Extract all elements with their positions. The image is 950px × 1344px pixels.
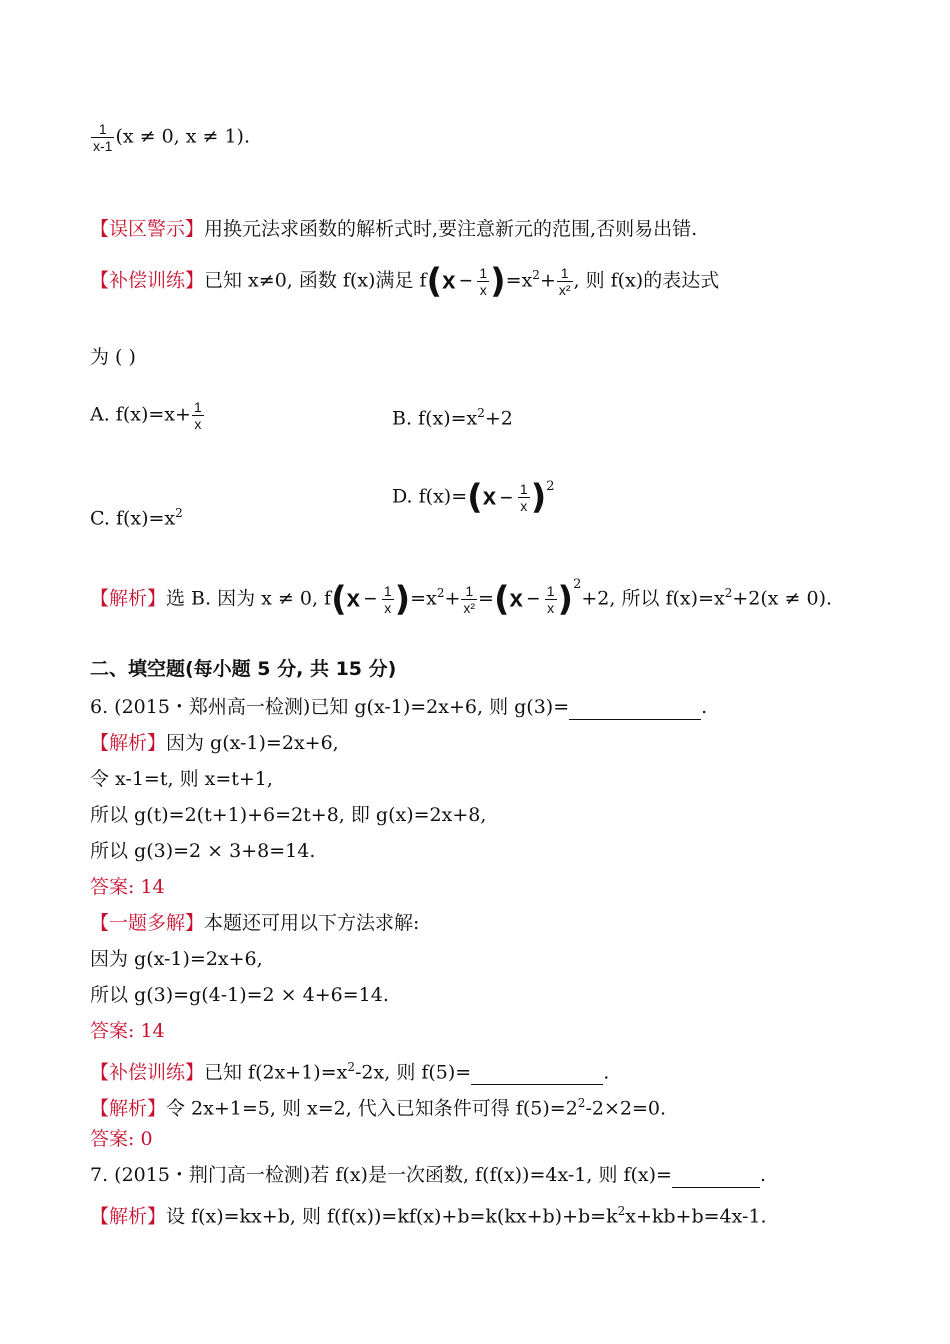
option-d: D. f(x)=(x − $\frac{1}{x}$ )$^2$: [392, 477, 555, 518]
option-a: A. f(x)=x+ $\frac{1}{x}$: [90, 399, 202, 432]
question-7: 7. (2015・荆门高一检测)若 f(x)是一次函数, f(f(x))=4x-1, 则 f(x)= .: [90, 1164, 767, 1186]
q6-alt-method-line-2: 因为 g(x-1)=2x+6,: [90, 948, 263, 970]
q6-alt-method-line-1: 【一题多解】本题还可用以下方法求解:: [90, 912, 420, 934]
question-6: 6. (2015・郑州高一检测)已知 g(x-1)=2x+6, 则 g(3)= .: [90, 696, 708, 718]
analysis-paragraph-1: 【解析】选 B. 因为 x ≠ 0, f(x − $\frac{1}{x}$ )$=x^2+$ $\frac{1}{\text{x²}}$ =(x − $\frac{1}{x}$ )$^2$+2, 所以 $f(x)=x^2+2(x \ne 0)$.: [90, 577, 833, 620]
q6-analysis-line-1: 【解析】因为 g(x-1)=2x+6,: [90, 732, 339, 754]
answer-blank[interactable]: [471, 1064, 603, 1085]
compensation-question-2: 【补偿训练】已知 $f(2x+1)=x^2-2x$, 则 f(5)= .: [90, 1060, 610, 1084]
q6-analysis-line-3: 所以 g(t)=2(t+1)+6=2t+8, 即 g(x)=2x+8,: [90, 804, 487, 826]
warning-tag: 【误区警示】: [90, 218, 205, 240]
fraction-1-over-x: $\frac{1}{x}$: [383, 582, 392, 616]
q6-analysis-line-2: 令 x-1=t, 则 x=t+1,: [90, 768, 273, 790]
fraction-1-over-x: $\frac{1}{x}$: [546, 582, 555, 616]
q6-answer: 答案: 14: [90, 876, 165, 898]
warning-paragraph: [90, 216, 697, 242]
q6-analysis-line-4: 所以 g(3)=2 × 3+8=14.: [90, 840, 316, 862]
fraction-1-over-x-1: $\frac{1}{x-1}$: [93, 121, 113, 154]
option-c: C. $f(x)=x^2$: [90, 506, 183, 530]
compensation-question-1-cont: 为 ( ): [90, 346, 136, 368]
fraction-1-over-x: $\frac{1}{x}$: [479, 264, 488, 298]
fraction-1-over-x: $\frac{1}{x}$: [193, 399, 202, 432]
fraction-1-over-x2: $\frac{1}{\text{x²}}$: [463, 582, 476, 616]
option-b: B. $f(x)=x^2+2$: [392, 406, 513, 430]
q6-alt-method-line-3: 所以 g(3)=g(4-1)=2 × 4+6=14.: [90, 984, 389, 1006]
fraction-1-over-x: $\frac{1}{x}$: [519, 481, 528, 514]
alt-method-tag: 【一题多解】: [90, 912, 205, 934]
comp2-answer: 答案: 0: [90, 1128, 153, 1150]
section-heading: 二、填空题(每小题 5 分, 共 15 分): [90, 658, 397, 680]
domain-condition: (x ≠ 0, x ≠ 1).: [115, 125, 251, 148]
answer-blank[interactable]: [569, 699, 701, 720]
analysis-tag: 【解析】: [90, 587, 167, 610]
comp2-tag: 【补偿训练】: [90, 1061, 205, 1084]
comp1-tag: 【补偿训练】: [90, 269, 205, 292]
comp2-analysis: 【解析】令 2x+1=5, 则 x=2, 代入已知条件可得 $f(5)=2^2-2\times 2=0$.: [90, 1096, 667, 1120]
q7-analysis: 【解析】设 f(x)=kx+b, 则 $f(f(x))=kf(x)+b=k(kx+b)+b=k^2x+kb+b=4x-1$.: [90, 1204, 767, 1228]
analysis-tag: 【解析】: [90, 1205, 167, 1228]
q6-answer-2: 答案: 14: [90, 1020, 165, 1042]
analysis-tag: 【解析】: [90, 732, 167, 754]
top-fraction-line: [90, 122, 250, 153]
analysis-tag: 【解析】: [90, 1097, 167, 1120]
warning-text: 用换元法求函数的解析式时,要注意新元的范围,否则易出错.: [204, 218, 698, 240]
answer-blank[interactable]: [672, 1167, 760, 1188]
fraction-1-over-x2: $\frac{1}{\text{x²}}$: [558, 264, 571, 298]
compensation-question-1: 【补偿训练】已知 x≠0, 函数 f(x)满足 f(x − $\frac{1}{x}$ )$=x^2+$ $\frac{1}{\text{x²}}$ , 则 f(x)的表达式: [90, 261, 720, 302]
